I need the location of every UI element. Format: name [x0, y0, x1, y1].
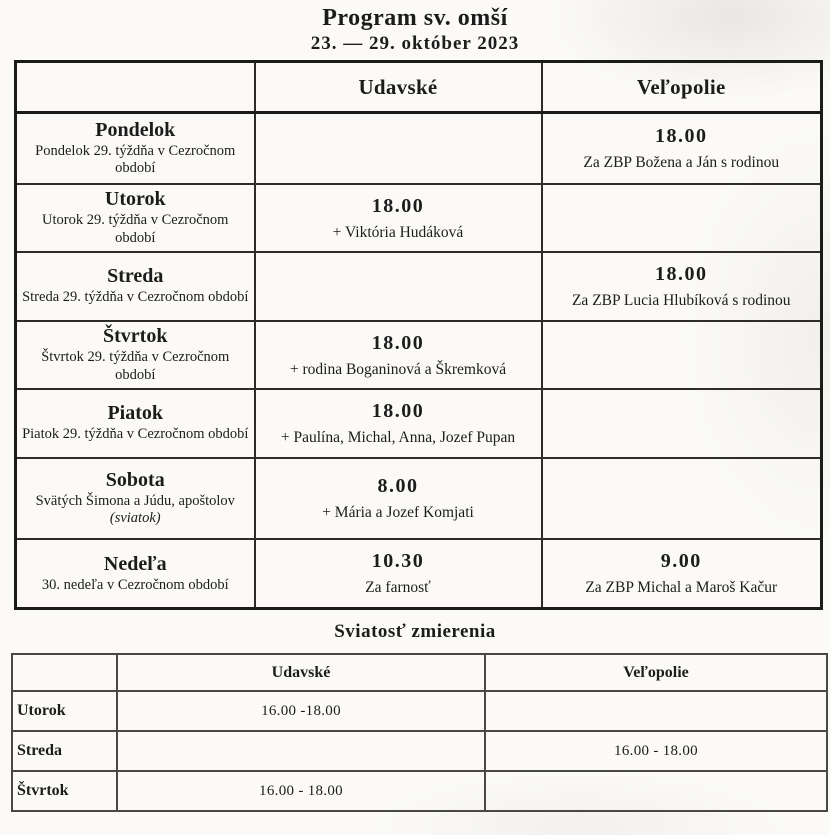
mass-intention: Za farnosť	[365, 579, 431, 597]
day-cell	[16, 389, 255, 458]
mass-intention: + Paulína, Michal, Anna, Jozef Pupan	[280, 429, 516, 447]
mass-time: 18.00	[371, 194, 425, 217]
velopolie-cell	[542, 252, 822, 321]
udavske-cell	[255, 458, 542, 539]
header-udavske: Udavské	[255, 62, 542, 113]
header-velopolie: Veľopolie	[542, 62, 822, 113]
day-name: Nedeľa	[103, 552, 167, 575]
header-velopolie: Veľopolie	[485, 654, 827, 691]
mass-schedule-table	[14, 60, 823, 610]
table-row-pondelok	[16, 113, 822, 184]
velopolie-cell	[542, 389, 822, 458]
confession-header-row	[12, 654, 827, 691]
velopolie-hours	[485, 771, 827, 811]
day-detail: Streda 29. týždňa v Cezročnom období	[22, 289, 249, 306]
day-cell	[16, 184, 255, 252]
mass-intention: + Mária a Jozef Komjati	[322, 504, 474, 522]
udavske-hours: 16.00 -18.00	[117, 691, 485, 731]
day-detail: 30. nedeľa v Cezročnom období	[41, 576, 229, 593]
table-row-streda	[16, 252, 822, 321]
day-name: Sobota	[105, 468, 165, 491]
table-row-stvrtok	[16, 321, 822, 389]
udavske-cell	[255, 389, 542, 458]
mass-intention: Za ZBP Lucia Hlubíková s rodinou	[571, 292, 791, 310]
day-cell	[16, 252, 255, 321]
page-title: Program sv. omší	[322, 5, 508, 31]
header-udavske: Udavské	[117, 654, 485, 691]
mass-intention: Za ZBP Božena a Ján s rodinou	[583, 154, 780, 172]
day-cell: Utorok	[12, 691, 117, 731]
confession-row-streda	[12, 731, 827, 771]
table-row-sobota	[16, 458, 822, 539]
velopolie-cell	[542, 458, 822, 539]
mass-time: 18.00	[655, 125, 708, 148]
velopolie-cell	[542, 539, 822, 609]
udavske-cell	[255, 184, 542, 252]
confession-row-utorok	[12, 691, 827, 731]
udavske-hours	[117, 731, 485, 771]
mass-time: 18.00	[655, 263, 708, 286]
confession-row-stvrtok	[12, 771, 827, 811]
velopolie-cell	[542, 184, 822, 252]
day-cell	[16, 321, 255, 389]
udavske-cell	[255, 252, 542, 321]
velopolie-hours	[485, 691, 827, 731]
mass-intention: + Viktória Hudáková	[332, 223, 464, 241]
velopolie-cell	[542, 113, 822, 184]
mass-time: 18.00	[371, 400, 425, 423]
velopolie-cell	[542, 321, 822, 389]
day-detail: Utorok 29. týždňa v Cezročnom období	[42, 212, 229, 246]
day-cell	[16, 539, 255, 609]
mass-table-header-row	[16, 62, 822, 113]
mass-time: 8.00	[377, 475, 419, 498]
mass-time: 10.30	[371, 550, 425, 573]
udavske-cell	[255, 113, 542, 184]
mass-time: 9.00	[660, 550, 702, 573]
udavske-hours: 16.00 - 18.00	[117, 771, 485, 811]
udavske-cell	[255, 321, 542, 389]
day-name: Streda	[107, 265, 164, 288]
table-row-piatok	[16, 389, 822, 458]
day-detail: Pondelok 29. týždňa v Cezročnom období	[35, 142, 236, 177]
header-day-cell	[12, 654, 117, 691]
header-day-cell	[16, 62, 255, 113]
day-name: Utorok	[104, 188, 166, 211]
mass-intention: Za ZBP Michal a Maroš Kačur	[585, 579, 778, 597]
mass-time: 18.00	[371, 331, 425, 354]
day-cell: Streda	[12, 731, 117, 771]
day-cell	[16, 113, 255, 184]
day-cell	[16, 458, 255, 539]
confession-section-title: Sviatosť zmierenia	[334, 621, 496, 642]
udavske-cell	[255, 539, 542, 609]
day-name: Pondelok	[95, 118, 176, 141]
mass-intention: + rodina Boganinová a Škremková	[289, 360, 507, 378]
table-row-nedela	[16, 539, 822, 609]
date-range: 23. — 29. október 2023	[310, 33, 520, 54]
table-row-utorok	[16, 184, 822, 252]
day-detail: Piatok 29. týždňa v Cezročnom období	[22, 426, 249, 443]
day-detail: Svätých Šimona a Júdu, apoštolov (sviatok)	[35, 492, 235, 526]
day-name: Štvrtok	[103, 325, 168, 348]
day-name: Piatok	[107, 402, 164, 425]
confession-table	[11, 653, 828, 812]
velopolie-hours: 16.00 - 18.00	[485, 731, 827, 771]
day-cell: Štvrtok	[12, 771, 117, 811]
day-detail: Štvrtok 29. týždňa v Cezročnom období	[41, 349, 230, 383]
